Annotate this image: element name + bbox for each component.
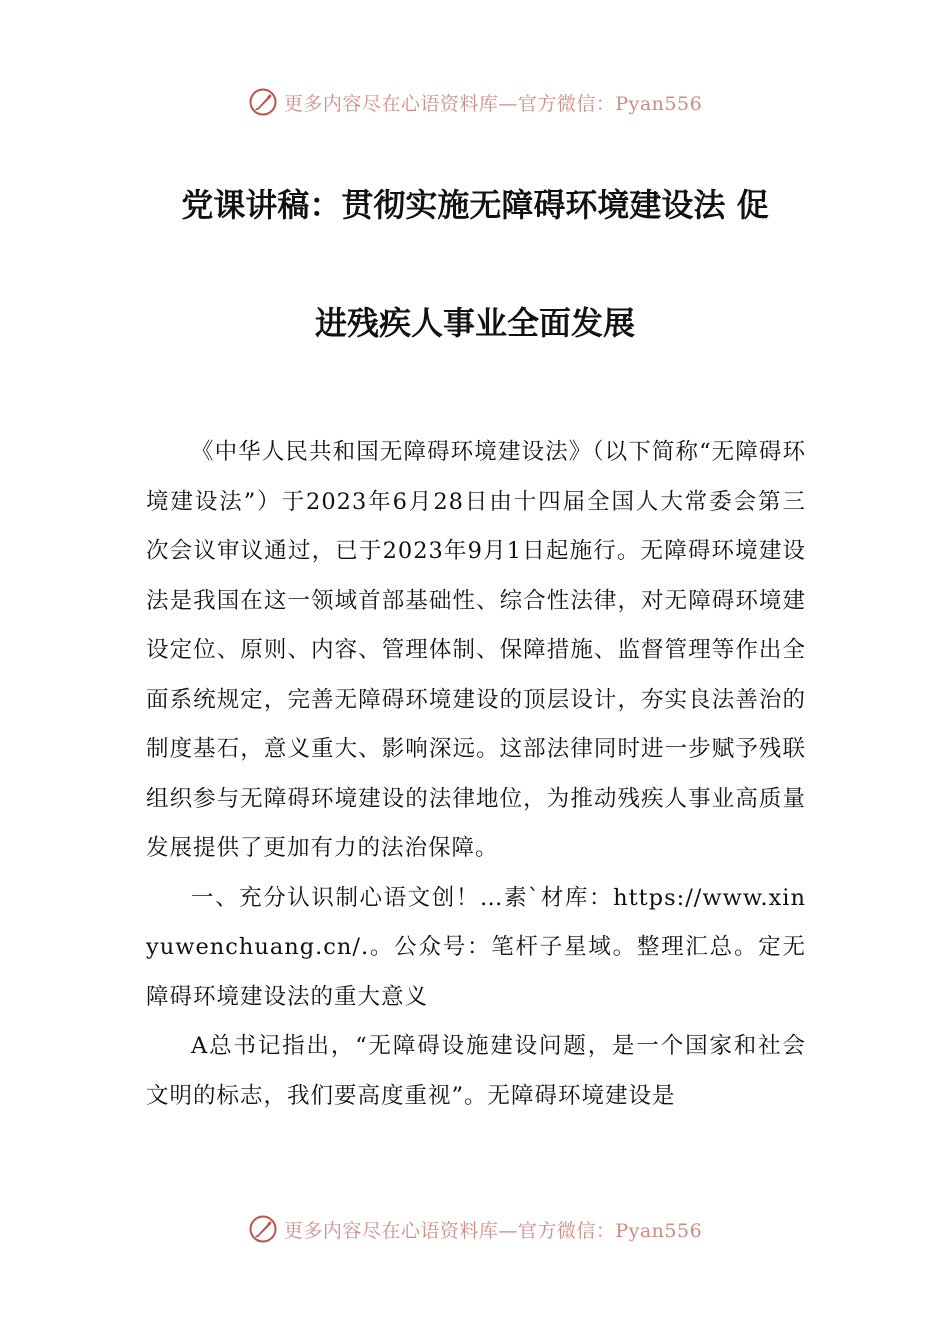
paragraph-quote: A总书记指出，“无障碍设施建设问题，是一个国家和社会文明的标志，我们要高度重视”。无障碍环境建设是 [146, 1033, 806, 1109]
paragraph-section-heading: 一、充分认识制心语文创！…素`材库：https://www.xinyuwenchuang.cn/.。公众号：笔杆子星域。整理汇总。定无障碍环境建设法的重大意义 [146, 884, 806, 1010]
document-title-line-2: 进残疾人事业全面发展 [314, 304, 635, 342]
footer-banner-text: 更多内容尽在心语资料库—官方微信：Pyan556 [283, 1219, 703, 1242]
paragraph-intro: 《中华人民共和国无障碍环境建设法》（以下简称“无障碍环境建设法”）于2023年6月28日由十四届全国人大常委会第三次会议审议通过，已于2023年9月1日起施行。无障碍环境建设法是我国在这一领域首部基础性、综合性法律，对无障碍环境建设定位、原则、内容、管理体制、保障措施、监督管理等作出全面系统规定，完善无障碍环境建设的顶层设计，夯实良法善治的制度基石，意义重大、影响深远。这部法律同时进一步赋予残联组织参与无障碍环境建设的法律地位，为推动残疾人事业高质量发展提供了更加有力的法治保障。 [146, 439, 806, 861]
header-banner-text: 更多内容尽在心语资料库—官方微信：Pyan556 [283, 92, 703, 115]
footer-banner [0, 1209, 950, 1249]
quill-logo-icon [248, 87, 278, 117]
document-title-line-1: 党课讲稿：贯彻实施无障碍环境建设法 促 [181, 186, 769, 224]
header-banner [0, 82, 950, 122]
quill-logo-icon [248, 1214, 278, 1244]
document-body [146, 428, 806, 1121]
